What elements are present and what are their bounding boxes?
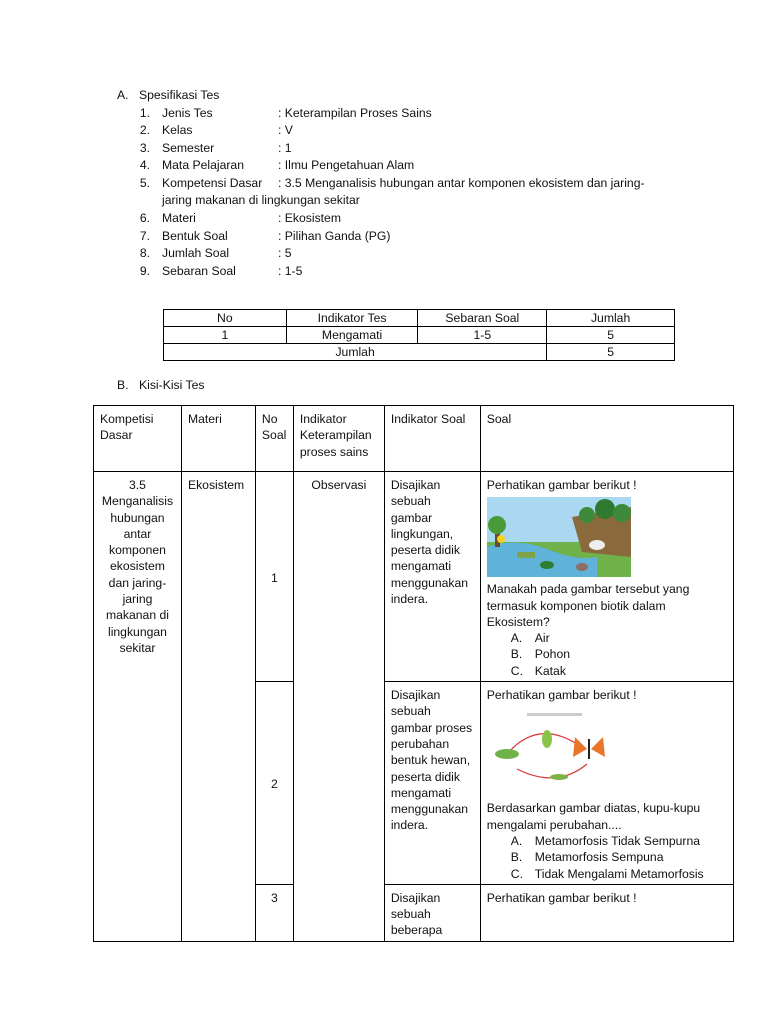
soal-cell [480, 682, 733, 885]
spec-value: : 3.5 Menganalisis hubungan antar komponen ekosistem dan jaring- [278, 176, 645, 190]
total-value: 5 [547, 344, 675, 361]
spec-value: : 5 [278, 246, 292, 260]
spec-number: 4. [139, 158, 150, 172]
options-list [487, 630, 727, 679]
table-row [94, 472, 734, 682]
header-cell: No [164, 310, 287, 327]
spec-label: Semester [162, 141, 215, 155]
option-item [487, 663, 727, 679]
spec-value: : Keterampilan Proses Sains [278, 106, 432, 120]
spec-number: 6. [139, 211, 150, 225]
spec-value: : 1-5 [278, 264, 303, 278]
total-label: Jumlah [164, 344, 547, 361]
kisi-kisi-header [94, 406, 734, 472]
spec-label: Mata Pelajaran [162, 158, 244, 172]
spec-number: 7. [139, 229, 150, 243]
spec-label: Kelas [162, 123, 193, 137]
soal-question: Manakah pada gambar tersebut yang termasuk komponen biotik dalam Ekosistem? [486, 582, 690, 629]
kps-cell: Observasi [293, 472, 384, 942]
header-soal: Soal [480, 406, 733, 472]
indikator-soal-cell: Disajikan sebuah gambar proses perubahan bentuk hewan, peserta didik mengamati menggunakan indera. [384, 682, 480, 885]
table-row [164, 327, 675, 344]
spec-value: : V [278, 123, 293, 137]
section-b-title: Kisi-Kisi Tes [139, 378, 205, 392]
option-text: Metamorfosis Sempuna [534, 850, 664, 865]
spec-value: : 1 [278, 141, 292, 155]
soal-cell [480, 884, 733, 941]
header-materi: Materi [181, 406, 255, 472]
option-key: A. [510, 631, 523, 646]
spec-value: : Ekosistem [278, 211, 341, 225]
spec-label: Jenis Tes [162, 106, 213, 120]
option-item [487, 849, 727, 865]
option-text: Katak [534, 663, 566, 678]
kisi-kisi-table [93, 405, 734, 942]
header-indikator-soal: Indikator Soal [384, 406, 480, 472]
soal-question: Berdasarkan gambar diatas, kupu-kupu mengalami perubahan.... [486, 801, 701, 832]
soal-prompt: Perhatikan gambar berikut ! [486, 890, 637, 905]
indikator-soal-cell: Disajikan sebuah gambar lingkungan, peserta didik mengamati menggunakan indera. [384, 472, 480, 682]
section-b-letter: B. [117, 378, 129, 392]
header-indikator-kps: Indikator Keterampilan proses sains [293, 406, 384, 472]
spec-label: Jumlah Soal [162, 246, 230, 260]
soal-cell [480, 472, 733, 682]
option-item [487, 630, 727, 646]
spec-number: 9. [139, 264, 150, 278]
no-soal-cell: 1 [255, 472, 293, 682]
table-cell: 1 [164, 327, 287, 344]
section-a-letter: A. [117, 88, 129, 102]
ecosystem-image [487, 497, 631, 577]
option-key: B. [510, 850, 523, 865]
butterfly-lifecycle-image [487, 709, 622, 794]
materi-cell: Ekosistem [181, 472, 255, 942]
soal-prompt: Perhatikan gambar berikut ! [486, 478, 637, 492]
options-list [487, 833, 727, 882]
summary-table-header [164, 310, 675, 327]
option-key: B. [510, 647, 523, 662]
header-kompetensi-dasar: Kompetisi Dasar [94, 406, 182, 472]
indikator-soal-cell: Disajikan sebuah beberapa [384, 884, 480, 941]
spec-label: Bentuk Soal [162, 229, 228, 243]
spec-number: 1. [139, 106, 150, 120]
option-item [487, 866, 727, 882]
header-cell: Sebaran Soal [418, 310, 547, 327]
option-text: Air [534, 631, 550, 646]
header-cell: Jumlah [547, 310, 675, 327]
total-row [164, 344, 675, 361]
spec-value: : Pilihan Ganda (PG) [278, 229, 391, 243]
spec-label: Sebaran Soal [162, 264, 236, 278]
section-a-title: Spesifikasi Tes [139, 88, 220, 102]
table-cell: 1-5 [418, 327, 547, 344]
summary-table [163, 309, 675, 361]
option-text: Metamorfosis Tidak Sempurna [534, 833, 701, 848]
no-soal-cell: 2 [255, 682, 293, 885]
table-cell: 5 [547, 327, 675, 344]
spec-number: 5. [139, 176, 150, 190]
option-key: C. [510, 663, 523, 678]
no-soal-cell: 3 [255, 884, 293, 941]
spec-number: 8. [139, 246, 150, 260]
option-key: A. [510, 833, 523, 848]
spec-number: 3. [139, 141, 150, 155]
spec-value-continuation: jaring makanan di lingkungan sekitar [162, 193, 360, 207]
spec-number: 2. [139, 123, 150, 137]
soal-prompt: Perhatikan gambar berikut ! [486, 688, 637, 703]
header-no-soal: No Soal [255, 406, 293, 472]
option-item [487, 833, 727, 849]
spec-label: Materi [162, 211, 196, 225]
header-cell: Indikator Tes [286, 310, 418, 327]
option-key: C. [510, 866, 523, 881]
kompetensi-dasar-cell: 3.5 Menganalisis hubungan antar komponen ekosistem dan jaring-jaring makanan di lingkungan sekitar [94, 472, 182, 942]
option-text: Pohon [534, 647, 571, 662]
option-text: Tidak Mengalami Metamorfosis [534, 866, 704, 881]
table-cell: Mengamati [286, 327, 418, 344]
spec-label: Kompetensi Dasar [162, 176, 263, 190]
spec-value: : Ilmu Pengetahuan Alam [278, 158, 415, 172]
option-item [487, 646, 727, 662]
